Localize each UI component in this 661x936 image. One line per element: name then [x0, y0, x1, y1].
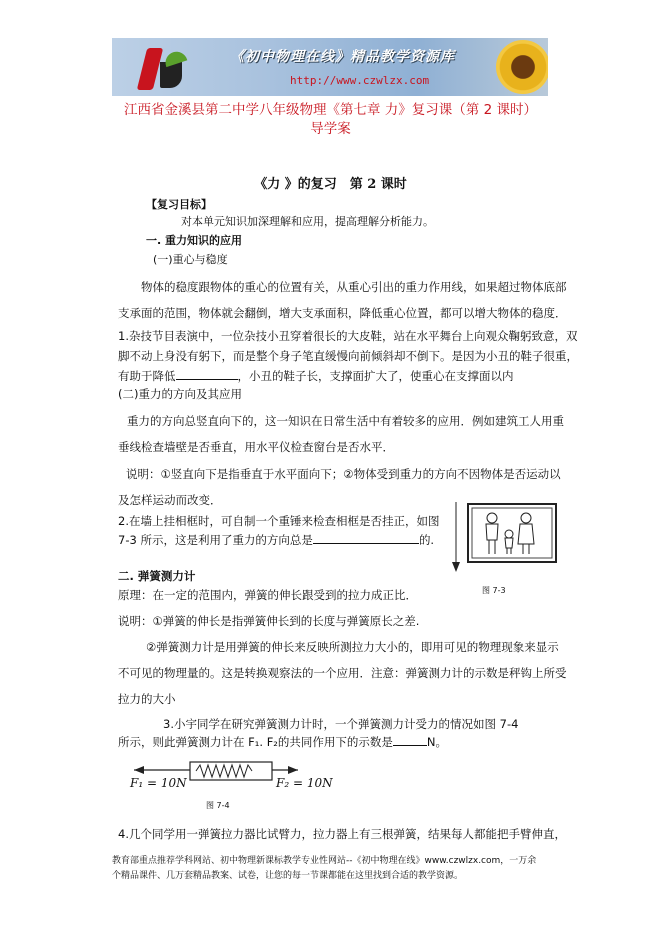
question-1-line1: 1.杂技节目表演中，一位杂技小丑穿着很长的大皮鞋，站在水平舞台上向观众鞠躬致意，双: [118, 329, 578, 343]
arrow-right-icon: [288, 766, 298, 774]
figure-7-3-caption: 图 7-3: [482, 586, 506, 595]
banner-url[interactable]: http://www.czwlzx.com: [290, 74, 430, 87]
sunflower-icon: [496, 40, 548, 94]
question-1-text-b: ，小丑的鞋子长，支撑面扩大了，使重心在支撑面以内: [237, 369, 514, 383]
answer-blank-3[interactable]: [393, 734, 427, 746]
question-3-line2: [118, 734, 447, 750]
spring-principle: 原理：在一定的范围内，弹簧的伸长跟受到的拉力成正比．: [118, 588, 417, 602]
question-4-line1: 4.几个同学用一弹簧拉力器比试臂力，拉力器上有三根弹簧，结果每人都能把手臂伸直，: [118, 827, 566, 841]
answer-blank-1[interactable]: [176, 368, 238, 380]
spring-note-2-line3: 拉力的大小: [118, 692, 176, 706]
paragraph-stability-line1: 物体的稳度跟物体的重心的位置有关，从重心引出的重力作用线，如果超过物体底部: [141, 280, 567, 294]
note-direction-line2: 及怎样运动而改变．: [118, 493, 222, 507]
picture-frame: [468, 504, 556, 562]
question-2-line1: 2.在墙上挂相框时，可自制一个重锤来检查相框是否挂正，如图: [118, 514, 440, 528]
footer-line2: 个精品课件、几万套精品教案、试卷，让您的每一节课都能在这里找到合适的教学资源。: [112, 871, 464, 881]
subheading-center-of-gravity: (一)重心与稳度: [153, 253, 228, 266]
plumb-bob-icon: [452, 562, 460, 572]
footer-line1: 教育部重点推荐学科网站、初中物理新课标教学专业性网站--《初中物理在线》www.czwlzx.com，一万余: [112, 856, 537, 866]
page-title-line2: 导学案: [310, 121, 351, 137]
question-2-line2: [118, 532, 434, 548]
spring-note-2-line2: 不可见的物理量的。这是转换观察法的一个应用．注意：弹簧测力计的示数是秤钩上所受: [118, 666, 567, 680]
figure-7-4-caption: 图 7-4: [206, 801, 230, 810]
paragraph-stability-line2: 支承面的范围，物体就会翻倒，增大支承面积，降低重心位置，都可以增大物体的稳度．: [118, 306, 567, 320]
figure-7-4-label-f1: F₁ = 10N: [130, 776, 187, 790]
question-3-text-b: N。: [426, 735, 448, 749]
spring-coil-icon: [196, 765, 252, 777]
paragraph-direction-line1: 重力的方向总竖直向下的，这一知识在日常生活中有着较多的应用．例如建筑工人用重: [127, 414, 564, 428]
question-1-line2: 脚不动上身没有躬下，而是整个身子笔直缓慢向前倾斜却不倒下。是因为小丑的鞋子很重，: [118, 349, 578, 363]
spring-note-2-line1: ②弹簧测力计是用弹簧的伸长来反映所测拉力大小的，即用可见的物理现象来显示: [146, 640, 559, 654]
question-1-line3: [118, 368, 514, 384]
figure-7-4-label-f2: F₂ = 10N: [276, 776, 333, 790]
part2-heading: 二. 弹簧测力计: [118, 569, 196, 583]
answer-blank-2[interactable]: [313, 532, 419, 544]
question-3-line1: 3.小宇同学在研究弹簧测力计时，一个弹簧测力计受力的情况如图 7-4: [163, 717, 519, 731]
question-3-text-a: 所示，则此弹簧测力计在 F₁. F₂的共同作用下的示数是: [118, 735, 393, 749]
page-title: 江西省金溪县第二中学八年级物理《第七章 力》复习课（第 2 课时）: [124, 102, 537, 118]
footer: [112, 854, 582, 884]
question-2-text-a: 7-3 所示，这是利用了重力的方向总是: [118, 533, 313, 547]
part1-heading: 一. 重力知识的应用: [146, 234, 243, 247]
goals-text: 对本单元知识加深理解和应用，提高理解分析能力。: [181, 215, 434, 228]
logo-icon-part: [160, 62, 182, 88]
question-2-text-b: 的.: [418, 533, 435, 547]
paragraph-direction-line2: 垂线检查墙壁是否垂直，用水平仪检查窗台是否水平．: [118, 440, 394, 454]
question-1-text-a: 有助于降低: [118, 369, 176, 383]
section-title: 《力 》的复习 第 2 课时: [254, 177, 407, 192]
family-icon: [486, 513, 534, 554]
goals-heading: 【复习目标】: [146, 198, 212, 211]
note-direction-line1: 说明：①竖直向下是指垂直于水平面向下；②物体受到重力的方向不因物体是否运动以: [126, 467, 561, 481]
header-banner: [112, 38, 548, 96]
banner-title: 《初中物理在线》精品教学资源库: [230, 49, 455, 65]
spring-note-1: 说明：①弹簧的伸长是指弹簧伸长到的长度与弹簧原长之差.: [118, 614, 420, 628]
arrow-left-icon: [134, 766, 144, 774]
subheading-gravity-direction: (二)重力的方向及其应用: [118, 387, 242, 401]
